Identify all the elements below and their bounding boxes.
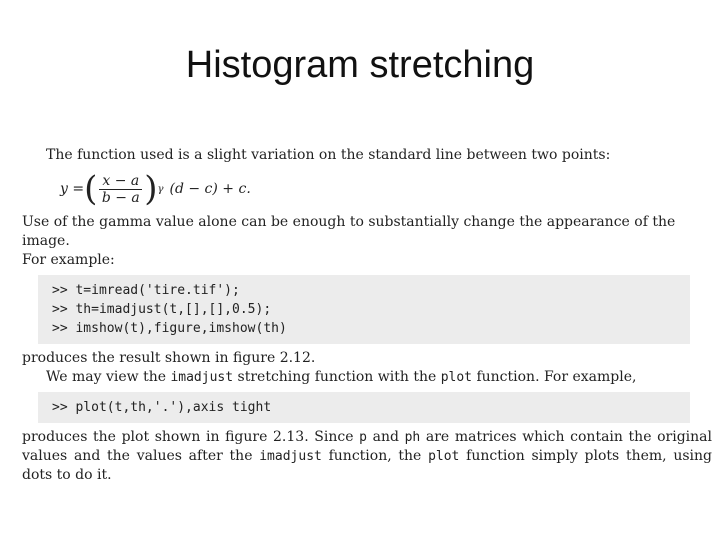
produces-paragraph: produces the result shown in figure 2.12. bbox=[22, 350, 316, 366]
last-t1: produces the plot shown in figure 2.13. Since bbox=[22, 429, 360, 445]
code-block-2 bbox=[38, 392, 690, 423]
final-paragraph bbox=[22, 428, 712, 485]
slide-title: Histogram stretching bbox=[185, 44, 535, 86]
plot-code: plot bbox=[440, 370, 473, 385]
last-t5: function simply plots them, using dots to do it. bbox=[22, 448, 712, 483]
code-line: >> th=imadjust(t,[],[],0.5); bbox=[52, 302, 272, 317]
gamma-exponent: γ bbox=[157, 183, 164, 195]
open-paren: ( bbox=[84, 169, 98, 209]
gamma-paragraph: Use of the gamma value alone can be enough to substantially change the appearance of the image. bbox=[22, 214, 676, 249]
close-paren: ) bbox=[144, 169, 158, 209]
code-line: >> plot(t,th,'.'),axis tight bbox=[52, 400, 272, 415]
fraction-denominator: b − a bbox=[101, 189, 140, 206]
gamma-formula bbox=[22, 165, 712, 213]
for-example: For example: bbox=[22, 252, 115, 268]
p-code: p bbox=[359, 430, 367, 445]
fraction-numerator: x − a bbox=[99, 173, 142, 190]
view-paragraph bbox=[22, 368, 712, 387]
view-middle: stretching function with the bbox=[233, 369, 441, 385]
code-line: >> t=imread('tire.tif'); bbox=[52, 283, 240, 298]
document-excerpt bbox=[22, 146, 712, 485]
plot-code-2: plot bbox=[428, 449, 460, 464]
last-t4: function, the bbox=[321, 448, 429, 464]
formula-lhs: y = bbox=[60, 181, 85, 197]
imadjust-code-2: imadjust bbox=[259, 449, 322, 464]
code-line: >> imshow(t),figure,imshow(th) bbox=[52, 321, 287, 336]
fraction bbox=[99, 173, 142, 206]
imadjust-code: imadjust bbox=[170, 370, 234, 385]
view-prefix: We may view the bbox=[46, 369, 171, 385]
code-block-1 bbox=[38, 275, 690, 344]
last-t2: and bbox=[366, 429, 405, 445]
formula-rhs: (d − c) + c. bbox=[169, 181, 251, 197]
intro-paragraph: The function used is a slight variation on the standard line between two points: bbox=[46, 147, 611, 163]
ph-code: ph bbox=[404, 430, 421, 445]
view-suffix: function. For example, bbox=[472, 369, 637, 385]
last-t3: are matrices which contain the original values and the values after the bbox=[22, 429, 712, 464]
